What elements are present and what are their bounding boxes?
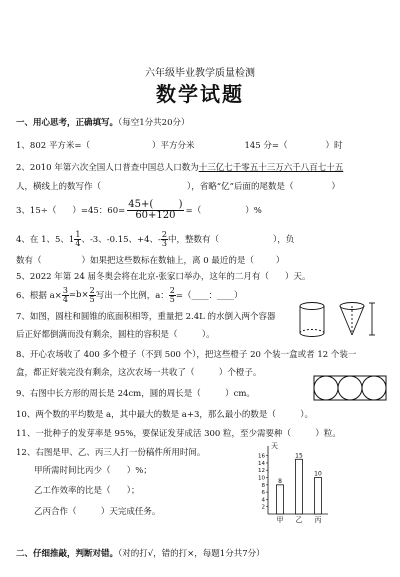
chart-bar-2 <box>296 459 303 514</box>
chart-y-tick-label: 10 <box>258 475 265 482</box>
exam-name: 六年级毕业教学质量检测 <box>145 68 255 79</box>
q6-fraction-2-den: 5 <box>89 294 95 304</box>
chart-y-tick-label: 8 <box>261 482 265 489</box>
question-5: 5、2022 年第 24 届冬奥会将在北京-张家口举办，这年的二月有（ ）天。 <box>16 272 311 282</box>
q6-fraction-3-num: 2 <box>169 285 175 295</box>
cylinder-cone-figure <box>296 300 380 340</box>
page-title: 数学试题 <box>156 82 244 106</box>
q6-fraction-1-den: 4 <box>62 294 68 304</box>
q3-fraction-denominator: 60+120 <box>135 209 176 221</box>
q4-fraction-2-den: 3 <box>161 238 168 248</box>
chart-y-tick-label: 4 <box>261 497 265 504</box>
chart-y-tick-label: 12 <box>258 468 265 475</box>
q3-part-a: 3、15÷（ <box>16 206 57 216</box>
question-12-line3: 乙丙合作（ ）天完成任务。 <box>34 507 161 517</box>
chart-bar-3 <box>315 478 322 514</box>
chart-data-label: 8 <box>278 477 282 485</box>
question-8-line2: 盒，都正好装完没有剩余，这次农场一共收了（ ）个橙子。 <box>16 368 262 378</box>
question-7-line2: 后正好都倒满而没有剩余，圆柱的容积是（ ）。 <box>16 330 215 340</box>
chart-data-label: 15 <box>295 452 303 460</box>
q3-part-d: ）% <box>245 206 262 216</box>
q6-fraction-1 <box>62 287 69 304</box>
q1-part-b: ）平方分米 <box>151 141 195 151</box>
q4-fraction-1-num: 1 <box>75 229 81 239</box>
q6-part-c: 写出一个比例，a： <box>95 291 169 301</box>
q4-part-b: 、-3、-0.15、+4、- <box>81 235 161 245</box>
chart-bar-1 <box>277 485 284 514</box>
q4-part-e: 数有（ <box>16 256 42 266</box>
question-12-line2: 乙工作效率的比是（ ）； <box>34 486 140 496</box>
q3-fraction-numerator: 45+( ) <box>128 198 183 210</box>
chart-y-tick-label: 2 <box>261 504 265 511</box>
q4-fraction-1 <box>74 231 81 248</box>
chart-category-label: 丙 <box>314 516 322 524</box>
q2-part-a: 2、2010 年第六次全国人口普查中国总人口数为 <box>16 163 199 173</box>
question-8-line1: 8、开心农场收了 400 多个橙子（不到 500 个），把这些橙子 20 个装一盒或者 12 个装一 <box>16 350 357 360</box>
question-6 <box>16 282 242 308</box>
q1-part-d: ）时 <box>325 141 343 151</box>
q2-part-c: 人，横线上的数写作（ <box>16 182 102 192</box>
question-1 <box>16 139 343 151</box>
q6-part-d: =（____：____） <box>175 291 243 301</box>
q4-part-c: 中，整数有（ <box>168 235 220 245</box>
question-7-line1: 7、如图，圆柱和圆锥的底面积相等，重量把 2.4L 的水倒入两个容器 <box>16 312 276 322</box>
q3-part-c: =（ <box>185 206 202 216</box>
chart-y-tick-label: 14 <box>258 460 265 467</box>
section2-heading-row <box>16 547 265 559</box>
question-11: 11、一批种子的发芽率是 95%，要保证发芽成活 300 粒，至少需要种（ ）粒。 <box>16 429 341 439</box>
question-12-intro: 12、右图是甲、乙、丙三人打一份稿件所用时间。 <box>16 448 206 458</box>
chart-y-label: 天 <box>271 442 278 450</box>
q2-part-d: ），省略“亿”后面的尾数是（ <box>187 182 294 192</box>
q1-part-a: 1、802 平方米=（ <box>16 141 90 151</box>
question-12-line1: 甲所需时间比丙少（ ）%； <box>34 466 152 476</box>
question-4-line1 <box>16 226 294 252</box>
chart-category-label: 甲 <box>276 516 284 524</box>
q3-fraction <box>127 200 183 221</box>
section2-note: （对的打√，错的打×，每题1分共7分） <box>118 549 265 559</box>
q6-fraction-2-num: 2 <box>89 285 95 295</box>
question-2-line1 <box>16 161 343 173</box>
work-days-bar-chart <box>246 440 336 524</box>
section1-heading: 一、用心思考，正确填写。 <box>16 118 119 128</box>
q6-part-a: 6、根据 a× <box>16 291 62 301</box>
q4-part-f: ）如果把这些数标在数轴上，离 0 最近的是（ <box>81 256 254 266</box>
section1-heading-row <box>16 116 190 128</box>
q6-fraction-3-den: 5 <box>169 294 175 304</box>
q4-fraction-2 <box>161 231 168 248</box>
question-2-line2 <box>16 180 340 192</box>
section1-note: （每空1分共20分） <box>118 118 190 128</box>
q4-part-a: 4、在 1、5、1 <box>16 235 75 245</box>
question-4-line2 <box>16 254 284 266</box>
chart-y-tick-label: 6 <box>261 490 265 497</box>
question-10: 10、两个数的平均数是 a，其中最大的数是 a+3，那么最小的数是（ ）。 <box>16 410 313 420</box>
q2-part-e: ） <box>331 182 340 192</box>
rectangle-circles-figure <box>312 374 388 402</box>
q2-population-words: 十三亿七千零五十三万六千八百七十五 <box>198 163 344 173</box>
chart-category-label: 乙 <box>295 516 303 524</box>
chart-data-label: 10 <box>314 470 322 478</box>
question-3 <box>16 196 262 224</box>
q4-part-d: ），负 <box>273 235 295 245</box>
q4-fraction-1-den: 4 <box>75 238 81 248</box>
q1-part-c: 145 分=（ <box>244 141 288 151</box>
q6-fraction-2 <box>89 287 96 304</box>
q4-part-g: ） <box>275 256 285 266</box>
q4-fraction-2-num: 2 <box>161 229 168 239</box>
section2-heading: 二、仔细推敲，判断对错。 <box>16 549 119 559</box>
q6-part-b: =b× <box>68 290 89 300</box>
q3-part-b: ）=45：60= <box>72 206 126 216</box>
chart-y-tick-label: 16 <box>258 453 265 460</box>
q6-fraction-3 <box>169 287 176 304</box>
question-9: 9、右图中长方形的周长是 24cm，圆的周长是（ ）cm。 <box>16 389 255 399</box>
q6-fraction-1-num: 3 <box>62 285 68 295</box>
